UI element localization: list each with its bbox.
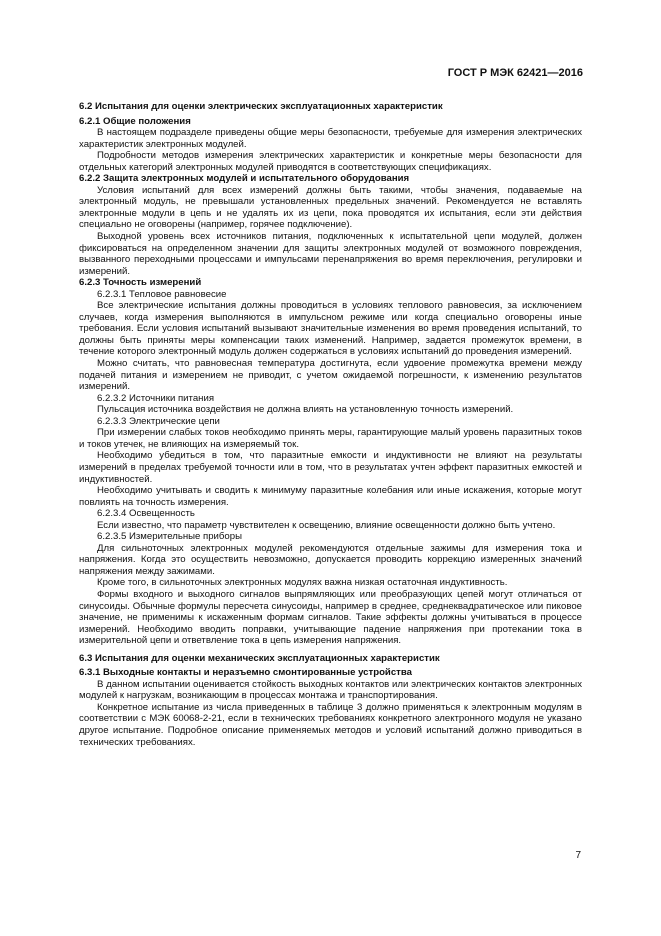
document-header: ГОСТ Р МЭК 62421—2016 — [447, 67, 583, 79]
clause-heading: 6.2.3.5 Измерительные приборы — [97, 531, 242, 543]
paragraph: Конкретное испытание из числа приведенных в таблице 3 должно применяться к электронным модулям в соответствии с МЭК 60068-2-21, если в технических требованиях конкретного электронного модуля не указано другое испытание. Подробное описание применяемых методов и условий испытаний должно приводиться в технических требованиях. — [79, 701, 582, 748]
clause-heading: 6.2.3.2 Источники питания — [97, 392, 215, 404]
paragraph: При измерении слабых токов необходимо принять меры, гарантирующие малый уровень паразитных токов и токов утечек, не влияющих на измеряемый ток. — [79, 427, 582, 450]
paragraph: Необходимо учитывать и сводить к минимуму паразитные колебания или иные искажения, которые могут повлиять на точность измерения. — [79, 485, 582, 508]
section-heading: 6.2 Испытания для оценки электрических эксплуатационных характеристик — [79, 101, 443, 112]
paragraph: Можно считать, что равновесная температура достигнута, если удвоение промежутка времени между подачей питания и измерением не приводит, с учетом ожидаемой погрешности, к изменению результатов измерений. — [79, 358, 582, 393]
paragraph: Пульсация источника воздействия не должна влиять на установленную точность измерений. — [97, 404, 514, 416]
paragraph: Если известно, что параметр чувствителен к освещению, влияние освещенности должно быть учтено. — [97, 519, 556, 531]
subsection-heading: 6.2.3 Точность измерений — [79, 277, 202, 289]
paragraph: Условия испытаний для всех измерений должны быть такими, чтобы значения, подаваемые на электронный модуль, не превышали установленных предельных значений. Рекомендуется не вставлять электронные модули в цепь и не удалять их из цепи, пока проводятся их испытания, если эти действия специально не оговорены (например, горячее подключение). — [79, 184, 582, 231]
paragraph: Для сильноточных электронных модулей рекомендуются отдельные зажимы для измерения тока и напряжения. Когда это осуществить невозможно, допускается проводить коррекцию измеренных значений напряжения между зажимами. — [79, 542, 582, 577]
page-number: 7 — [575, 850, 581, 861]
subsection-heading: 6.2.2 Защита электронных модулей и испытательного оборудования — [79, 173, 410, 185]
paragraph: Формы входного и выходного сигналов выпрямляющих или преобразующих цепей могут отличаться от синусоиды. Обычные формулы пересчета синусоиды, например в среднее, среднеквадратическое или пиковое значение, не применимы к искаженным формам сигналов. Такие эффекты должны учитываться в процессе измерений. Необходимо вводить поправки, учитывающие падение напряжения при протекании тока в измерительной цепи и ответвление тока в цепь измерения напряжения. — [79, 588, 582, 647]
paragraph: В настоящем подразделе приведены общие меры безопасности, требуемые для измерения электрических характеристик электронных модулей. — [79, 127, 582, 150]
paragraph: Подробности методов измерения электрических характеристик и конкретные меры безопасности для отдельных категорий электронных модулей приводятся в соответствующих спецификациях. — [79, 150, 582, 173]
clause-heading: 6.2.3.4 Освещенность — [97, 508, 195, 520]
paragraph: В данном испытании оценивается стойкость выходных контактов или электрических контактов электронных модулей к нагрузкам, возникающим в процессах монтажа и транспортирования. — [79, 678, 582, 702]
clause-heading: 6.2.3.1 Тепловое равновесие — [97, 288, 227, 300]
section-heading: 6.3 Испытания для оценки механических эксплуатационных характеристик — [79, 652, 440, 664]
paragraph: Выходной уровень всех источников питания, подключенных к испытательной цепи модулей, должен фиксироваться на определенном значении для защиты электронных модулей от возможного повреждения, вызванного переходными процессами и импульсами перенапряжения во время переключения, регулировки и измерений. — [79, 231, 582, 277]
paragraph: Необходимо убедиться в том, что паразитные емкости и индуктивности не влияют на результаты измерений в пределах требуемой точности или в том, что в результатах учтен эффект паразитных емкостей и индуктивностей. — [79, 450, 582, 485]
clause-heading: 6.2.3.3 Электрические цепи — [97, 415, 220, 427]
document-body — [79, 95, 582, 748]
paragraph: Все электрические испытания должны проводиться в условиях теплового равновесия, за исключением случаев, когда измерения выполняются в импульсном режиме или когда специально оговорены иные требования. Если условия испытаний вызывают значительные изменения во время проведения испытаний, то должны быть приняты меры компенсации таких изменений. Например, задается промежуток времени, в течение которого электронный модуль должен содержаться в условиях испытаний до проведения измерений. — [79, 300, 582, 358]
paragraph: Кроме того, в сильноточных электронных модулях важна низкая остаточная индуктивность. — [97, 577, 508, 589]
subsection-heading: 6.3.1 Выходные контакты и неразъемно смонтированные устройства — [79, 667, 412, 679]
subsection-heading: 6.2.1 Общие положения — [79, 115, 191, 127]
